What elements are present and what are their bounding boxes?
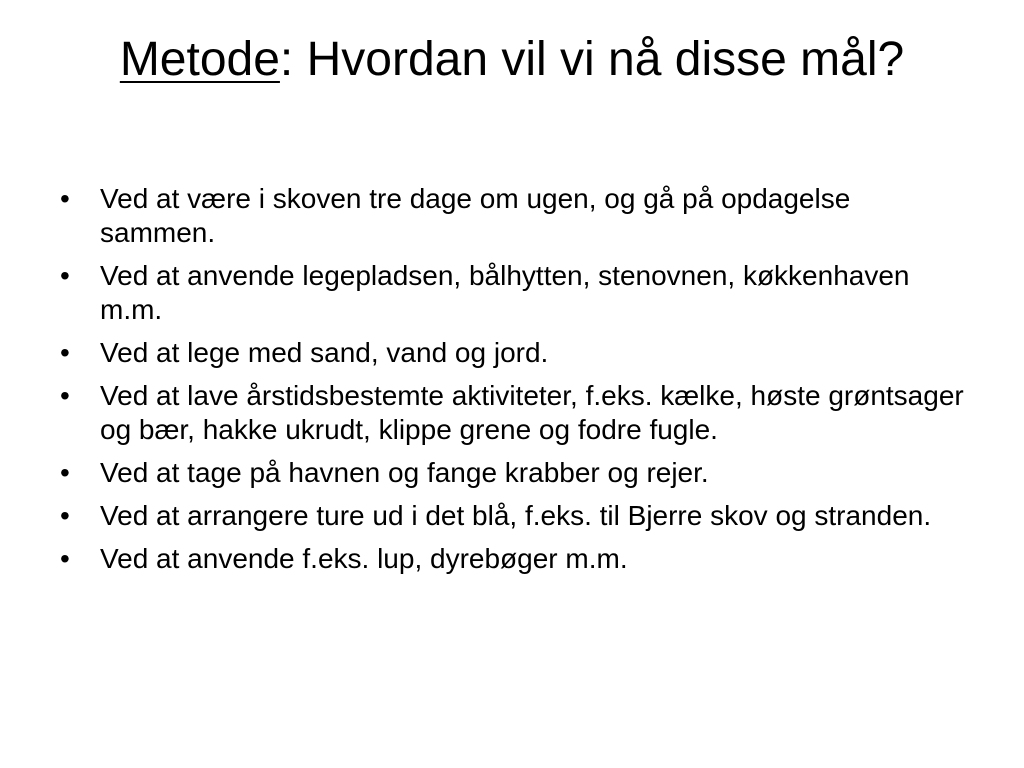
- bullet-icon: •: [60, 183, 70, 214]
- bullet-text: Ved at anvende f.eks. lup, dyrebøger m.m.: [100, 543, 628, 574]
- slide-title: [60, 30, 964, 90]
- bullet-icon: •: [60, 500, 70, 531]
- bullet-list: [58, 182, 968, 585]
- bullet-text: Ved at tage på havnen og fange krabber og rejer.: [100, 457, 709, 488]
- bullet-item: [58, 499, 968, 533]
- bullet-item: [58, 379, 968, 447]
- bullet-item: [58, 336, 968, 370]
- bullet-text: Ved at lege med sand, vand og jord.: [100, 337, 549, 368]
- bullet-icon: •: [60, 457, 70, 488]
- bullet-icon: •: [60, 380, 70, 411]
- bullet-icon: •: [60, 337, 70, 368]
- bullet-text: Ved at anvende legepladsen, bålhytten, stenovnen, køkkenhaven m.m.: [100, 260, 910, 325]
- bullet-text: Ved at lave årstidsbestemte aktiviteter, f.eks. kælke, høste grøntsager og bær, hakke ukrudt, klippe grene og fodre fugle.: [100, 380, 964, 445]
- bullet-item: [58, 182, 968, 250]
- slide-title-underlined: Metode: [119, 33, 280, 86]
- bullet-icon: •: [60, 543, 70, 574]
- bullet-item: [58, 542, 968, 576]
- slide-title-rest: : Hvordan vil vi nå disse mål?: [279, 33, 905, 86]
- bullet-item: [58, 456, 968, 490]
- bullet-item: [58, 259, 968, 327]
- bullet-text: Ved at være i skoven tre dage om ugen, og gå på opdagelse sammen.: [100, 183, 851, 248]
- bullet-text: Ved at arrangere ture ud i det blå, f.eks. til Bjerre skov og stranden.: [100, 500, 932, 531]
- bullet-icon: •: [60, 260, 70, 291]
